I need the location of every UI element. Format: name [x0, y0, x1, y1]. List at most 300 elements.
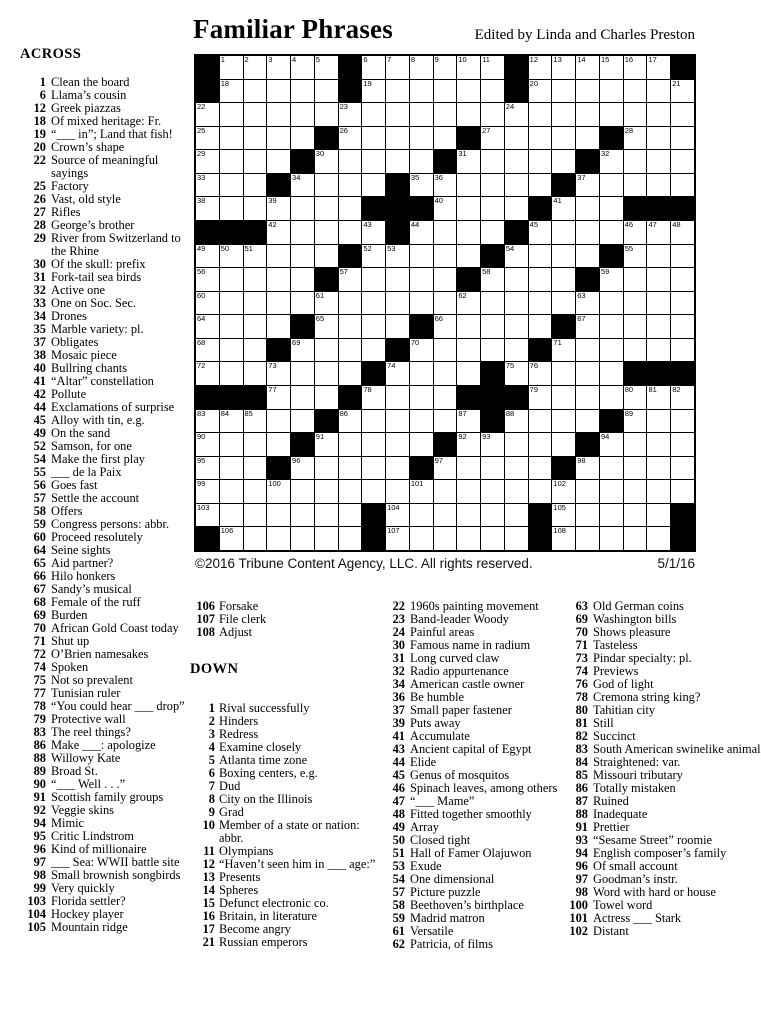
- grid-cell[interactable]: [457, 433, 480, 456]
- grid-cell[interactable]: [647, 433, 670, 456]
- grid-cell[interactable]: [267, 245, 290, 268]
- grid-cell[interactable]: [267, 80, 290, 103]
- grid-cell[interactable]: [600, 221, 623, 244]
- grid-cell[interactable]: [244, 197, 267, 220]
- grid-cell[interactable]: [552, 362, 575, 385]
- grid-cell[interactable]: [434, 127, 457, 150]
- grid-cell[interactable]: [529, 457, 552, 480]
- grid-cell[interactable]: [267, 362, 290, 385]
- grid-cell[interactable]: [529, 362, 552, 385]
- grid-cell[interactable]: [505, 457, 528, 480]
- grid-cell[interactable]: [291, 80, 314, 103]
- grid-cell[interactable]: [457, 410, 480, 433]
- grid-cell[interactable]: [600, 457, 623, 480]
- grid-cell[interactable]: [457, 292, 480, 315]
- grid-cell[interactable]: [386, 362, 409, 385]
- grid-cell[interactable]: [600, 292, 623, 315]
- grid-cell[interactable]: [410, 527, 433, 550]
- grid-cell[interactable]: [647, 221, 670, 244]
- grid-cell[interactable]: [505, 268, 528, 291]
- grid-cell[interactable]: [671, 150, 694, 173]
- grid-cell[interactable]: [315, 292, 338, 315]
- grid-cell[interactable]: [624, 80, 647, 103]
- grid-cell[interactable]: [267, 103, 290, 126]
- grid-cell[interactable]: [362, 56, 385, 79]
- grid-cell[interactable]: [647, 80, 670, 103]
- grid-cell[interactable]: [196, 362, 219, 385]
- grid-cell[interactable]: [291, 527, 314, 550]
- grid-cell[interactable]: [244, 245, 267, 268]
- grid-cell[interactable]: [552, 80, 575, 103]
- grid-cell[interactable]: [576, 221, 599, 244]
- grid-cell[interactable]: [315, 245, 338, 268]
- grid-cell[interactable]: [505, 150, 528, 173]
- grid-cell[interactable]: [386, 410, 409, 433]
- grid-cell[interactable]: [291, 197, 314, 220]
- grid-cell[interactable]: [291, 410, 314, 433]
- grid-cell[interactable]: [220, 315, 243, 338]
- grid-cell[interactable]: [481, 527, 504, 550]
- grid-cell[interactable]: [410, 339, 433, 362]
- grid-cell[interactable]: [481, 103, 504, 126]
- grid-cell[interactable]: [410, 386, 433, 409]
- grid-cell[interactable]: [339, 457, 362, 480]
- grid-cell[interactable]: [600, 174, 623, 197]
- grid-cell[interactable]: [529, 480, 552, 503]
- grid-cell[interactable]: [362, 150, 385, 173]
- grid-cell[interactable]: [434, 268, 457, 291]
- grid-cell[interactable]: [529, 80, 552, 103]
- grid-cell[interactable]: [457, 457, 480, 480]
- grid-cell[interactable]: [552, 221, 575, 244]
- grid-cell[interactable]: [434, 339, 457, 362]
- grid-cell[interactable]: [315, 103, 338, 126]
- grid-cell[interactable]: [624, 457, 647, 480]
- grid-cell[interactable]: [244, 527, 267, 550]
- grid-cell[interactable]: [457, 80, 480, 103]
- grid-cell[interactable]: [481, 315, 504, 338]
- grid-cell[interactable]: [576, 174, 599, 197]
- grid-cell[interactable]: [362, 339, 385, 362]
- grid-cell[interactable]: [362, 221, 385, 244]
- grid-cell[interactable]: [624, 527, 647, 550]
- grid-cell[interactable]: [267, 433, 290, 456]
- grid-cell[interactable]: [600, 103, 623, 126]
- grid-cell[interactable]: [244, 150, 267, 173]
- grid-cell[interactable]: [386, 386, 409, 409]
- grid-cell[interactable]: [434, 410, 457, 433]
- grid-cell[interactable]: [529, 433, 552, 456]
- grid-cell[interactable]: [410, 221, 433, 244]
- grid-cell[interactable]: [196, 292, 219, 315]
- grid-cell[interactable]: [576, 315, 599, 338]
- grid-cell[interactable]: [576, 56, 599, 79]
- grid-cell[interactable]: [291, 457, 314, 480]
- grid-cell[interactable]: [339, 221, 362, 244]
- grid-cell[interactable]: [291, 480, 314, 503]
- grid-cell[interactable]: [505, 103, 528, 126]
- grid-cell[interactable]: [529, 315, 552, 338]
- grid-cell[interactable]: [291, 268, 314, 291]
- grid-cell[interactable]: [267, 480, 290, 503]
- grid-cell[interactable]: [576, 362, 599, 385]
- grid-cell[interactable]: [600, 504, 623, 527]
- grid-cell[interactable]: [481, 56, 504, 79]
- grid-cell[interactable]: [576, 527, 599, 550]
- grid-cell[interactable]: [244, 56, 267, 79]
- grid-cell[interactable]: [386, 245, 409, 268]
- grid-cell[interactable]: [671, 292, 694, 315]
- grid-cell[interactable]: [529, 103, 552, 126]
- grid-cell[interactable]: [410, 174, 433, 197]
- grid-cell[interactable]: [220, 292, 243, 315]
- grid-cell[interactable]: [291, 103, 314, 126]
- grid-cell[interactable]: [434, 103, 457, 126]
- grid-cell[interactable]: [647, 103, 670, 126]
- grid-cell[interactable]: [481, 197, 504, 220]
- grid-cell[interactable]: [267, 292, 290, 315]
- grid-cell[interactable]: [552, 480, 575, 503]
- grid-cell[interactable]: [552, 527, 575, 550]
- grid-cell[interactable]: [386, 527, 409, 550]
- grid-cell[interactable]: [362, 457, 385, 480]
- grid-cell[interactable]: [647, 504, 670, 527]
- grid-cell[interactable]: [244, 362, 267, 385]
- grid-cell[interactable]: [315, 339, 338, 362]
- grid-cell[interactable]: [529, 292, 552, 315]
- grid-cell[interactable]: [220, 362, 243, 385]
- grid-cell[interactable]: [671, 127, 694, 150]
- grid-cell[interactable]: [339, 315, 362, 338]
- grid-cell[interactable]: [434, 480, 457, 503]
- grid-cell[interactable]: [481, 339, 504, 362]
- grid-cell[interactable]: [291, 56, 314, 79]
- grid-cell[interactable]: [220, 150, 243, 173]
- grid-cell[interactable]: [220, 339, 243, 362]
- grid-cell[interactable]: [481, 127, 504, 150]
- grid-cell[interactable]: [434, 174, 457, 197]
- grid-cell[interactable]: [552, 268, 575, 291]
- grid-cell[interactable]: [267, 221, 290, 244]
- grid-cell[interactable]: [481, 504, 504, 527]
- grid-cell[interactable]: [267, 127, 290, 150]
- grid-cell[interactable]: [362, 103, 385, 126]
- grid-cell[interactable]: [410, 150, 433, 173]
- grid-cell[interactable]: [434, 245, 457, 268]
- grid-cell[interactable]: [624, 127, 647, 150]
- grid-cell[interactable]: [220, 103, 243, 126]
- grid-cell[interactable]: [624, 56, 647, 79]
- grid-cell[interactable]: [315, 197, 338, 220]
- grid-cell[interactable]: [529, 386, 552, 409]
- grid-cell[interactable]: [600, 339, 623, 362]
- grid-cell[interactable]: [576, 457, 599, 480]
- grid-cell[interactable]: [457, 174, 480, 197]
- grid-cell[interactable]: [196, 174, 219, 197]
- grid-cell[interactable]: [647, 56, 670, 79]
- grid-cell[interactable]: [315, 362, 338, 385]
- grid-cell[interactable]: [624, 504, 647, 527]
- grid-cell[interactable]: [529, 127, 552, 150]
- grid-cell[interactable]: [244, 103, 267, 126]
- grid-cell[interactable]: [362, 245, 385, 268]
- grid-cell[interactable]: [220, 433, 243, 456]
- grid-cell[interactable]: [196, 127, 219, 150]
- grid-cell[interactable]: [267, 197, 290, 220]
- grid-cell[interactable]: [315, 527, 338, 550]
- grid-cell[interactable]: [671, 433, 694, 456]
- grid-cell[interactable]: [576, 386, 599, 409]
- grid-cell[interactable]: [362, 292, 385, 315]
- grid-cell[interactable]: [552, 292, 575, 315]
- grid-cell[interactable]: [315, 221, 338, 244]
- grid-cell[interactable]: [362, 386, 385, 409]
- grid-cell[interactable]: [552, 339, 575, 362]
- grid-cell[interactable]: [291, 362, 314, 385]
- grid-cell[interactable]: [600, 433, 623, 456]
- grid-cell[interactable]: [220, 457, 243, 480]
- grid-cell[interactable]: [244, 174, 267, 197]
- grid-cell[interactable]: [220, 410, 243, 433]
- grid-cell[interactable]: [600, 56, 623, 79]
- grid-cell[interactable]: [671, 480, 694, 503]
- grid-cell[interactable]: [220, 527, 243, 550]
- grid-cell[interactable]: [244, 315, 267, 338]
- grid-cell[interactable]: [410, 292, 433, 315]
- grid-cell[interactable]: [196, 268, 219, 291]
- grid-cell[interactable]: [339, 480, 362, 503]
- grid-cell[interactable]: [671, 457, 694, 480]
- grid-cell[interactable]: [624, 245, 647, 268]
- grid-cell[interactable]: [386, 150, 409, 173]
- grid-cell[interactable]: [624, 339, 647, 362]
- grid-cell[interactable]: [244, 504, 267, 527]
- grid-cell[interactable]: [552, 245, 575, 268]
- grid-cell[interactable]: [624, 150, 647, 173]
- grid-cell[interactable]: [505, 174, 528, 197]
- grid-cell[interactable]: [505, 197, 528, 220]
- grid-cell[interactable]: [410, 504, 433, 527]
- grid-cell[interactable]: [339, 150, 362, 173]
- grid-cell[interactable]: [481, 80, 504, 103]
- grid-cell[interactable]: [671, 268, 694, 291]
- grid-cell[interactable]: [267, 56, 290, 79]
- grid-cell[interactable]: [362, 433, 385, 456]
- grid-cell[interactable]: [624, 174, 647, 197]
- grid-cell[interactable]: [267, 150, 290, 173]
- grid-cell[interactable]: [220, 127, 243, 150]
- grid-cell[interactable]: [410, 433, 433, 456]
- grid-cell[interactable]: [339, 127, 362, 150]
- grid-cell[interactable]: [244, 410, 267, 433]
- grid-cell[interactable]: [291, 292, 314, 315]
- grid-cell[interactable]: [624, 315, 647, 338]
- grid-cell[interactable]: [386, 127, 409, 150]
- grid-cell[interactable]: [576, 480, 599, 503]
- grid-cell[interactable]: [576, 197, 599, 220]
- grid-cell[interactable]: [576, 103, 599, 126]
- grid-cell[interactable]: [386, 292, 409, 315]
- grid-cell[interactable]: [196, 457, 219, 480]
- grid-cell[interactable]: [339, 339, 362, 362]
- grid-cell[interactable]: [410, 127, 433, 150]
- grid-cell[interactable]: [600, 386, 623, 409]
- grid-cell[interactable]: [339, 292, 362, 315]
- grid-cell[interactable]: [434, 457, 457, 480]
- grid-cell[interactable]: [434, 504, 457, 527]
- grid-cell[interactable]: [315, 386, 338, 409]
- grid-cell[interactable]: [315, 504, 338, 527]
- grid-cell[interactable]: [505, 410, 528, 433]
- grid-cell[interactable]: [267, 386, 290, 409]
- grid-cell[interactable]: [552, 433, 575, 456]
- grid-cell[interactable]: [386, 504, 409, 527]
- grid-cell[interactable]: [457, 150, 480, 173]
- grid-cell[interactable]: [576, 245, 599, 268]
- grid-cell[interactable]: [291, 174, 314, 197]
- grid-cell[interactable]: [457, 504, 480, 527]
- grid-cell[interactable]: [386, 80, 409, 103]
- grid-cell[interactable]: [196, 150, 219, 173]
- grid-cell[interactable]: [457, 221, 480, 244]
- grid-cell[interactable]: [481, 268, 504, 291]
- grid-cell[interactable]: [576, 504, 599, 527]
- grid-cell[interactable]: [244, 339, 267, 362]
- grid-cell[interactable]: [481, 457, 504, 480]
- grid-cell[interactable]: [315, 315, 338, 338]
- grid-cell[interactable]: [315, 174, 338, 197]
- grid-cell[interactable]: [600, 197, 623, 220]
- grid-cell[interactable]: [220, 245, 243, 268]
- grid-cell[interactable]: [196, 197, 219, 220]
- grid-cell[interactable]: [529, 150, 552, 173]
- grid-cell[interactable]: [315, 56, 338, 79]
- grid-cell[interactable]: [481, 292, 504, 315]
- grid-cell[interactable]: [386, 480, 409, 503]
- grid-cell[interactable]: [505, 527, 528, 550]
- grid-cell[interactable]: [434, 221, 457, 244]
- grid-cell[interactable]: [362, 480, 385, 503]
- grid-cell[interactable]: [386, 433, 409, 456]
- grid-cell[interactable]: [552, 197, 575, 220]
- grid-cell[interactable]: [220, 480, 243, 503]
- grid-cell[interactable]: [434, 315, 457, 338]
- grid-cell[interactable]: [671, 103, 694, 126]
- grid-cell[interactable]: [505, 504, 528, 527]
- grid-cell[interactable]: [624, 386, 647, 409]
- grid-cell[interactable]: [600, 480, 623, 503]
- grid-cell[interactable]: [386, 103, 409, 126]
- grid-cell[interactable]: [457, 245, 480, 268]
- grid-cell[interactable]: [410, 362, 433, 385]
- grid-cell[interactable]: [647, 527, 670, 550]
- grid-cell[interactable]: [457, 197, 480, 220]
- grid-cell[interactable]: [647, 174, 670, 197]
- grid-cell[interactable]: [196, 410, 219, 433]
- grid-cell[interactable]: [362, 268, 385, 291]
- grid-cell[interactable]: [457, 339, 480, 362]
- grid-cell[interactable]: [362, 80, 385, 103]
- grid-cell[interactable]: [410, 410, 433, 433]
- grid-cell[interactable]: [600, 362, 623, 385]
- grid-cell[interactable]: [196, 480, 219, 503]
- grid-cell[interactable]: [505, 362, 528, 385]
- grid-cell[interactable]: [481, 221, 504, 244]
- grid-cell[interactable]: [339, 174, 362, 197]
- grid-cell[interactable]: [434, 527, 457, 550]
- grid-cell[interactable]: [220, 268, 243, 291]
- grid-cell[interactable]: [552, 150, 575, 173]
- grid-cell[interactable]: [434, 362, 457, 385]
- grid-cell[interactable]: [671, 221, 694, 244]
- grid-cell[interactable]: [244, 433, 267, 456]
- grid-cell[interactable]: [481, 433, 504, 456]
- grid-cell[interactable]: [220, 80, 243, 103]
- grid-cell[interactable]: [315, 150, 338, 173]
- grid-cell[interactable]: [671, 386, 694, 409]
- grid-cell[interactable]: [481, 174, 504, 197]
- grid-cell[interactable]: [624, 103, 647, 126]
- grid-cell[interactable]: [576, 410, 599, 433]
- grid-cell[interactable]: [600, 315, 623, 338]
- grid-cell[interactable]: [410, 56, 433, 79]
- grid-cell[interactable]: [362, 410, 385, 433]
- grid-cell[interactable]: [647, 457, 670, 480]
- grid-cell[interactable]: [600, 268, 623, 291]
- grid-cell[interactable]: [671, 245, 694, 268]
- grid-cell[interactable]: [552, 56, 575, 79]
- grid-cell[interactable]: [552, 127, 575, 150]
- grid-cell[interactable]: [529, 56, 552, 79]
- grid-cell[interactable]: [647, 410, 670, 433]
- grid-cell[interactable]: [315, 480, 338, 503]
- grid-cell[interactable]: [457, 315, 480, 338]
- grid-cell[interactable]: [671, 339, 694, 362]
- grid-cell[interactable]: [505, 433, 528, 456]
- grid-cell[interactable]: [529, 245, 552, 268]
- grid-cell[interactable]: [267, 268, 290, 291]
- grid-cell[interactable]: [624, 221, 647, 244]
- grid-cell[interactable]: [291, 245, 314, 268]
- grid-cell[interactable]: [196, 433, 219, 456]
- grid-cell[interactable]: [244, 480, 267, 503]
- grid-cell[interactable]: [481, 480, 504, 503]
- grid-cell[interactable]: [600, 150, 623, 173]
- grid-cell[interactable]: [457, 56, 480, 79]
- grid-cell[interactable]: [267, 410, 290, 433]
- grid-cell[interactable]: [220, 504, 243, 527]
- grid-cell[interactable]: [647, 480, 670, 503]
- grid-cell[interactable]: [410, 103, 433, 126]
- grid-cell[interactable]: [647, 315, 670, 338]
- grid-cell[interactable]: [410, 80, 433, 103]
- grid-cell[interactable]: [386, 56, 409, 79]
- grid-cell[interactable]: [196, 315, 219, 338]
- grid-cell[interactable]: [244, 80, 267, 103]
- grid-cell[interactable]: [410, 268, 433, 291]
- grid-cell[interactable]: [434, 292, 457, 315]
- grid-cell[interactable]: [386, 457, 409, 480]
- grid-cell[interactable]: [600, 80, 623, 103]
- grid-cell[interactable]: [600, 527, 623, 550]
- grid-cell[interactable]: [505, 480, 528, 503]
- grid-cell[interactable]: [671, 174, 694, 197]
- grid-cell[interactable]: [505, 245, 528, 268]
- grid-cell[interactable]: [362, 315, 385, 338]
- grid-cell[interactable]: [315, 457, 338, 480]
- grid-cell[interactable]: [457, 527, 480, 550]
- grid-cell[interactable]: [339, 362, 362, 385]
